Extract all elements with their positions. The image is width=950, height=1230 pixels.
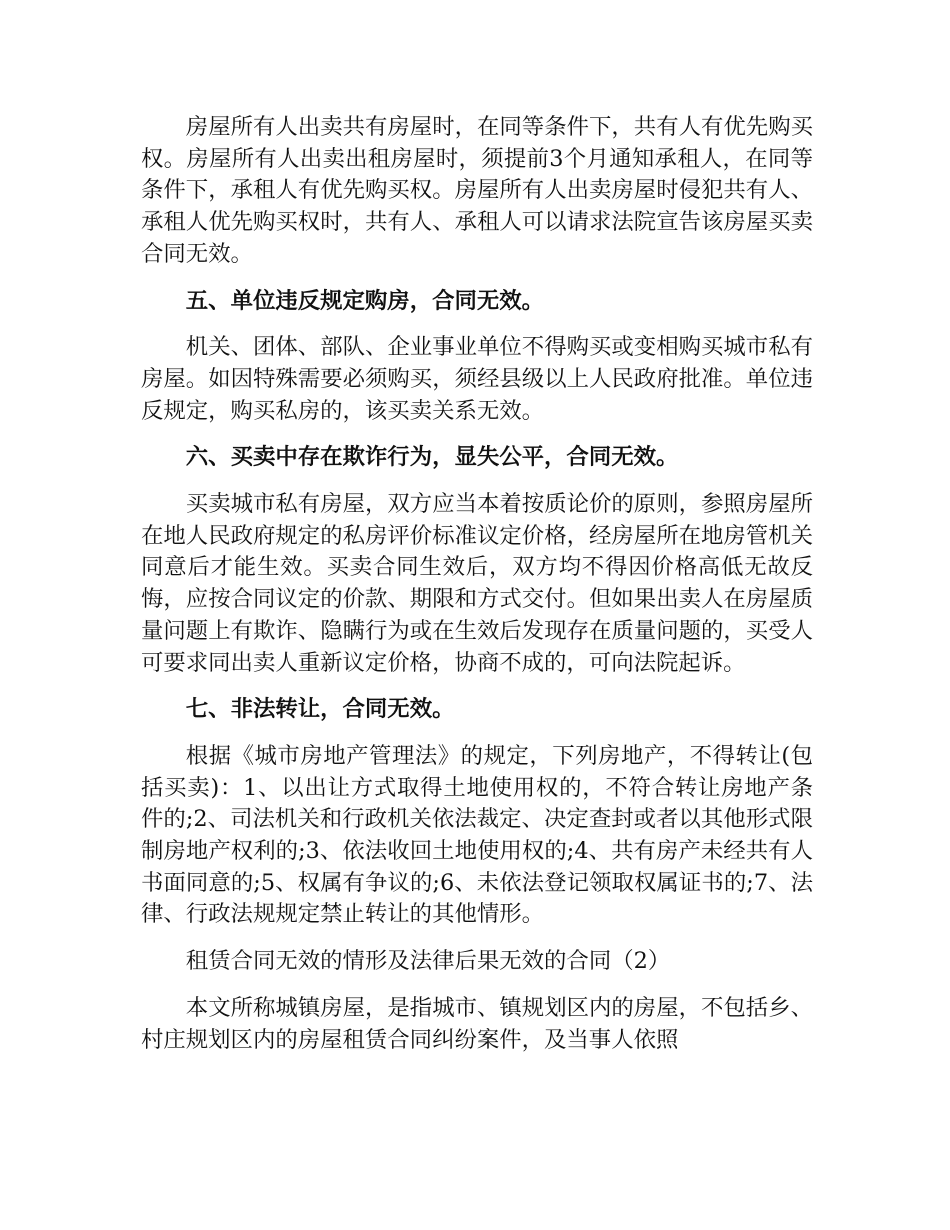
paragraph-urban-housing: 本文所称城镇房屋，是指城市、镇规划区内的房屋，不包括乡、村庄规划区内的房屋租赁合同纠纷案件，及当事人依照 [141, 994, 813, 1053]
paragraph-illegal-transfer: 根据《城市房地产管理法》的规定，下列房地产，不得转让(包括买卖)：1、以出让方式取得土地使用权的，不符合转让房地产条件的;2、司法机关和行政机关依法裁定、决定查封或者以其他形式限制房地产权利的;3、依法收回土地使用权的;4、共有房产未经共有人书面同意的;5、权属有争议的;6、未依法登记领取权属证书的;7、法律、行政法规规定禁止转让的其他情形。 [141, 742, 813, 928]
section-heading-5: 五、单位违反规定购房，合同无效。 [185, 287, 545, 314]
paragraph-unit-purchase: 机关、团体、部队、企业事业单位不得购买或变相购买城市私有房屋。如因特殊需要必须购买，须经县级以上人民政府批准。单位违反规定，购买私房的，该买卖关系无效。 [141, 334, 813, 424]
paragraph-preemption-rights: 房屋所有人出卖共有房屋时，在同等条件下，共有人有优先购买权。房屋所有人出卖出租房屋时，须提前3个月通知承租人，在同等条件下，承租人有优先购买权。房屋所有人出卖房屋时侵犯共有人、承租人优先购买权时，共有人、承租人可以请求法院宣告该房屋买卖合同无效。 [141, 114, 813, 267]
paragraph-lease-title: 租赁合同无效的情形及法律后果无效的合同（2） [185, 948, 671, 975]
paragraph-fraud: 买卖城市私有房屋，双方应当本着按质论价的原则，参照房屋所在地人民政府规定的私房评价标准议定价格，经房屋所在地房管机关同意后才能生效。买卖合同生效后，双方均不得因价格高低无故反悔，应按合同议定的价款、期限和方式交付。但如果出卖人在房屋质量问题上有欺诈、隐瞒行为或在生效后发现存在质量问题的，买受人可要求同出卖人重新议定价格，协商不成的，可向法院起诉。 [141, 491, 813, 676]
document-body [141, 112, 813, 1056]
section-heading-6: 六、买卖中存在欺诈行为，显失公平，合同无效。 [185, 444, 679, 471]
section-heading-7: 七、非法转让，合同无效。 [185, 696, 455, 723]
